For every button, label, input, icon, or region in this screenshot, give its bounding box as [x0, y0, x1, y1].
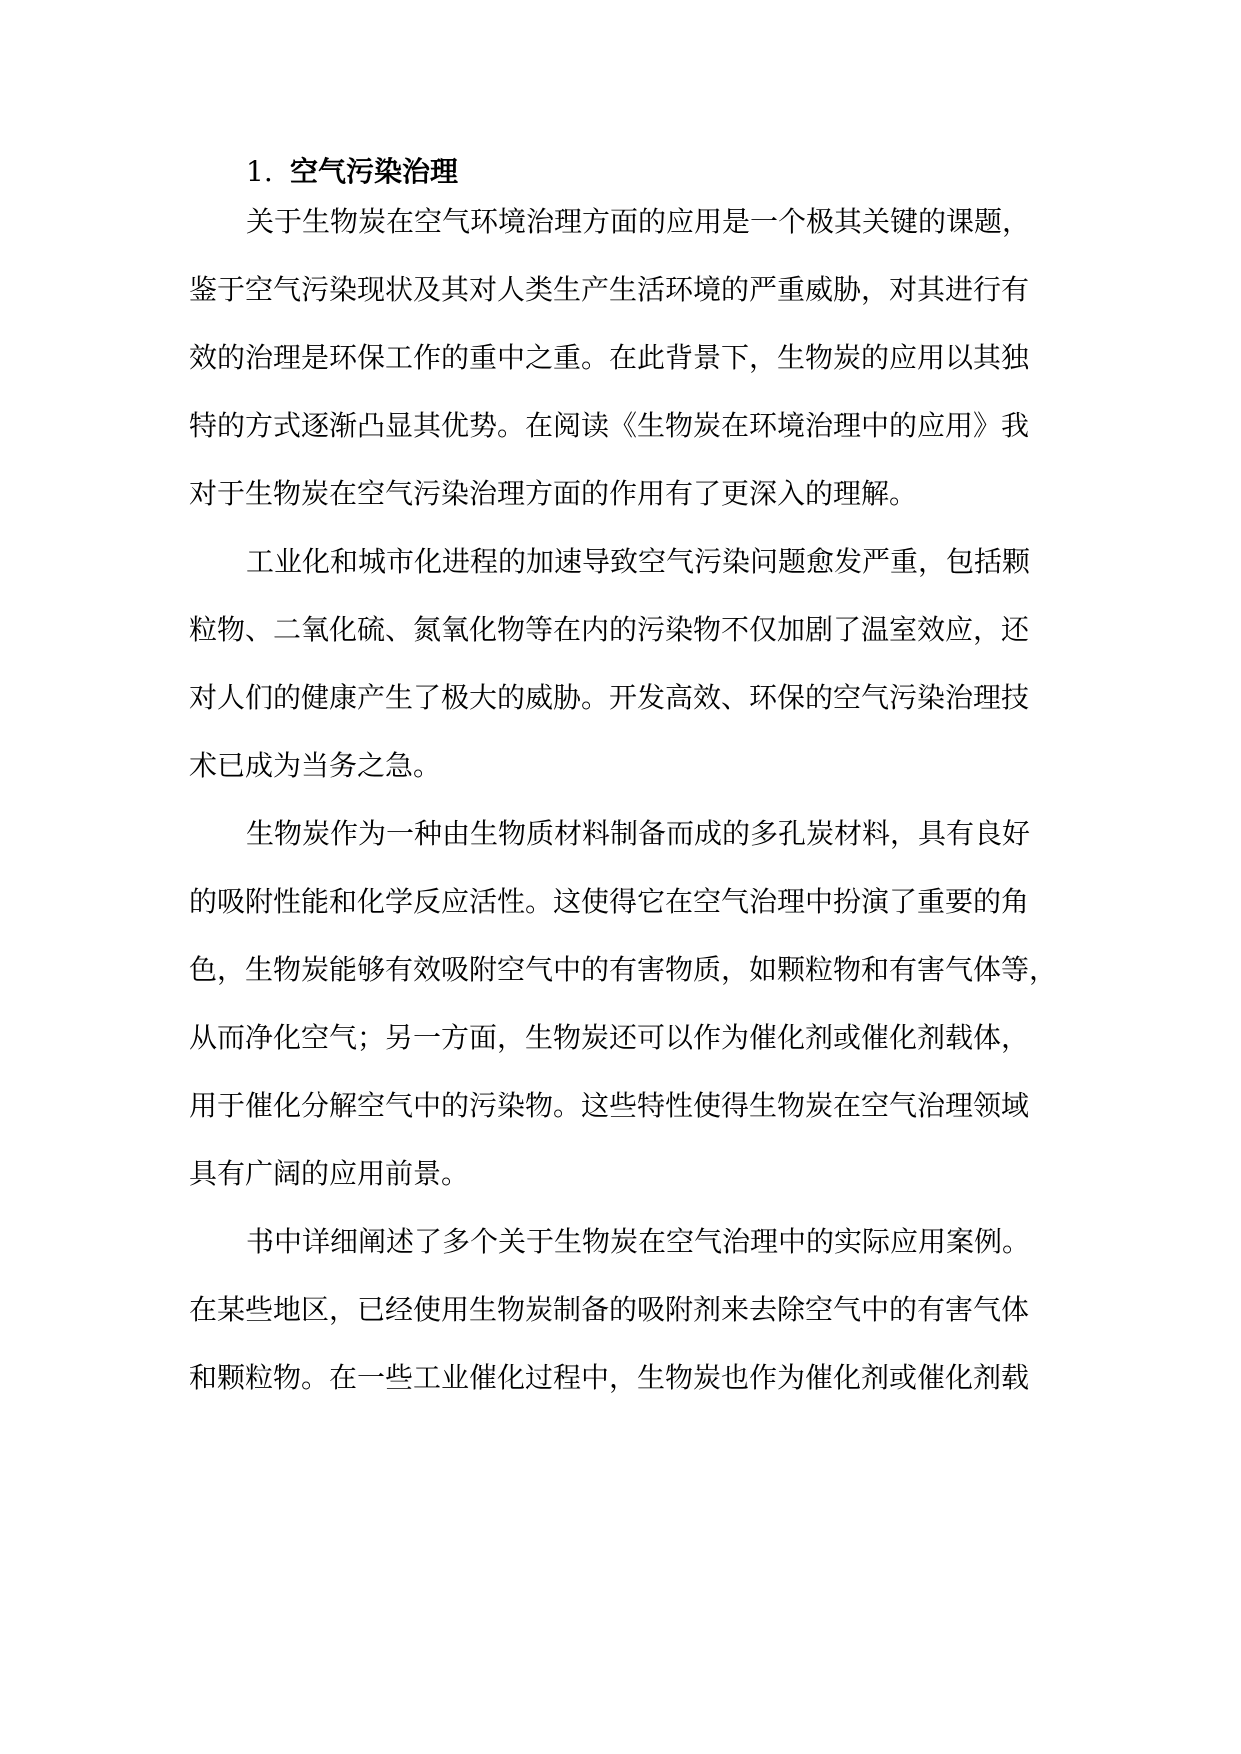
paragraph-4-line-1: 书中详细阐述了多个关于生物炭在空气治理中的实际应用案例。	[246, 1225, 1031, 1258]
paragraph-2-line-4: 术已成为当务之急。	[189, 749, 442, 782]
paragraph-4-line-2: 在某些地区，已经使用生物炭制备的吸附剂来去除空气中的有害气体	[189, 1293, 1030, 1326]
paragraph-3-line-3: 色，生物炭能够有效吸附空气中的有害物质，如颗粒物和有害气体等，	[189, 953, 1058, 986]
paragraph-1-line-2: 鉴于空气污染现状及其对人类生产生活环境的严重威胁，对其进行有	[189, 273, 1030, 306]
section-heading	[246, 150, 458, 194]
paragraph-3-line-2: 的吸附性能和化学反应活性。这使得它在空气治理中扮演了重要的角	[189, 885, 1030, 918]
paragraph-1-line-5: 对于生物炭在空气污染治理方面的作用有了更深入的理解。	[189, 477, 918, 510]
paragraph-4-line-3: 和颗粒物。在一些工业催化过程中，生物炭也作为催化剂或催化剂载	[189, 1361, 1030, 1394]
paragraph-3-line-6: 具有广阔的应用前景。	[189, 1157, 470, 1190]
paragraph-3-line-1: 生物炭作为一种由生物质材料制备而成的多孔炭材料，具有良好	[246, 817, 1031, 850]
paragraph-2-line-2: 粒物、二氧化硫、氮氧化物等在内的污染物不仅加剧了温室效应，还	[189, 613, 1030, 646]
paragraph-3-line-5: 用于催化分解空气中的污染物。这些特性使得生物炭在空气治理领域	[189, 1089, 1030, 1122]
paragraph-2-line-3: 对人们的健康产生了极大的威胁。开发高效、环保的空气污染治理技	[189, 681, 1030, 714]
paragraph-1-line-3: 效的治理是环保工作的重中之重。在此背景下，生物炭的应用以其独	[189, 341, 1030, 374]
paragraph-2-line-1: 工业化和城市化进程的加速导致空气污染问题愈发严重，包括颗	[246, 545, 1031, 578]
section-number: 1.	[246, 155, 273, 188]
paragraph-1-line-1: 关于生物炭在空气环境治理方面的应用是一个极其关键的课题，	[246, 205, 1031, 238]
section-title: 空气污染治理	[290, 155, 459, 188]
paragraph-3-line-4: 从而净化空气；另一方面，生物炭还可以作为催化剂或催化剂载体，	[189, 1021, 1030, 1054]
paragraph-1-line-4: 特的方式逐渐凸显其优势。在阅读《生物炭在环境治理中的应用》我	[189, 409, 1030, 442]
